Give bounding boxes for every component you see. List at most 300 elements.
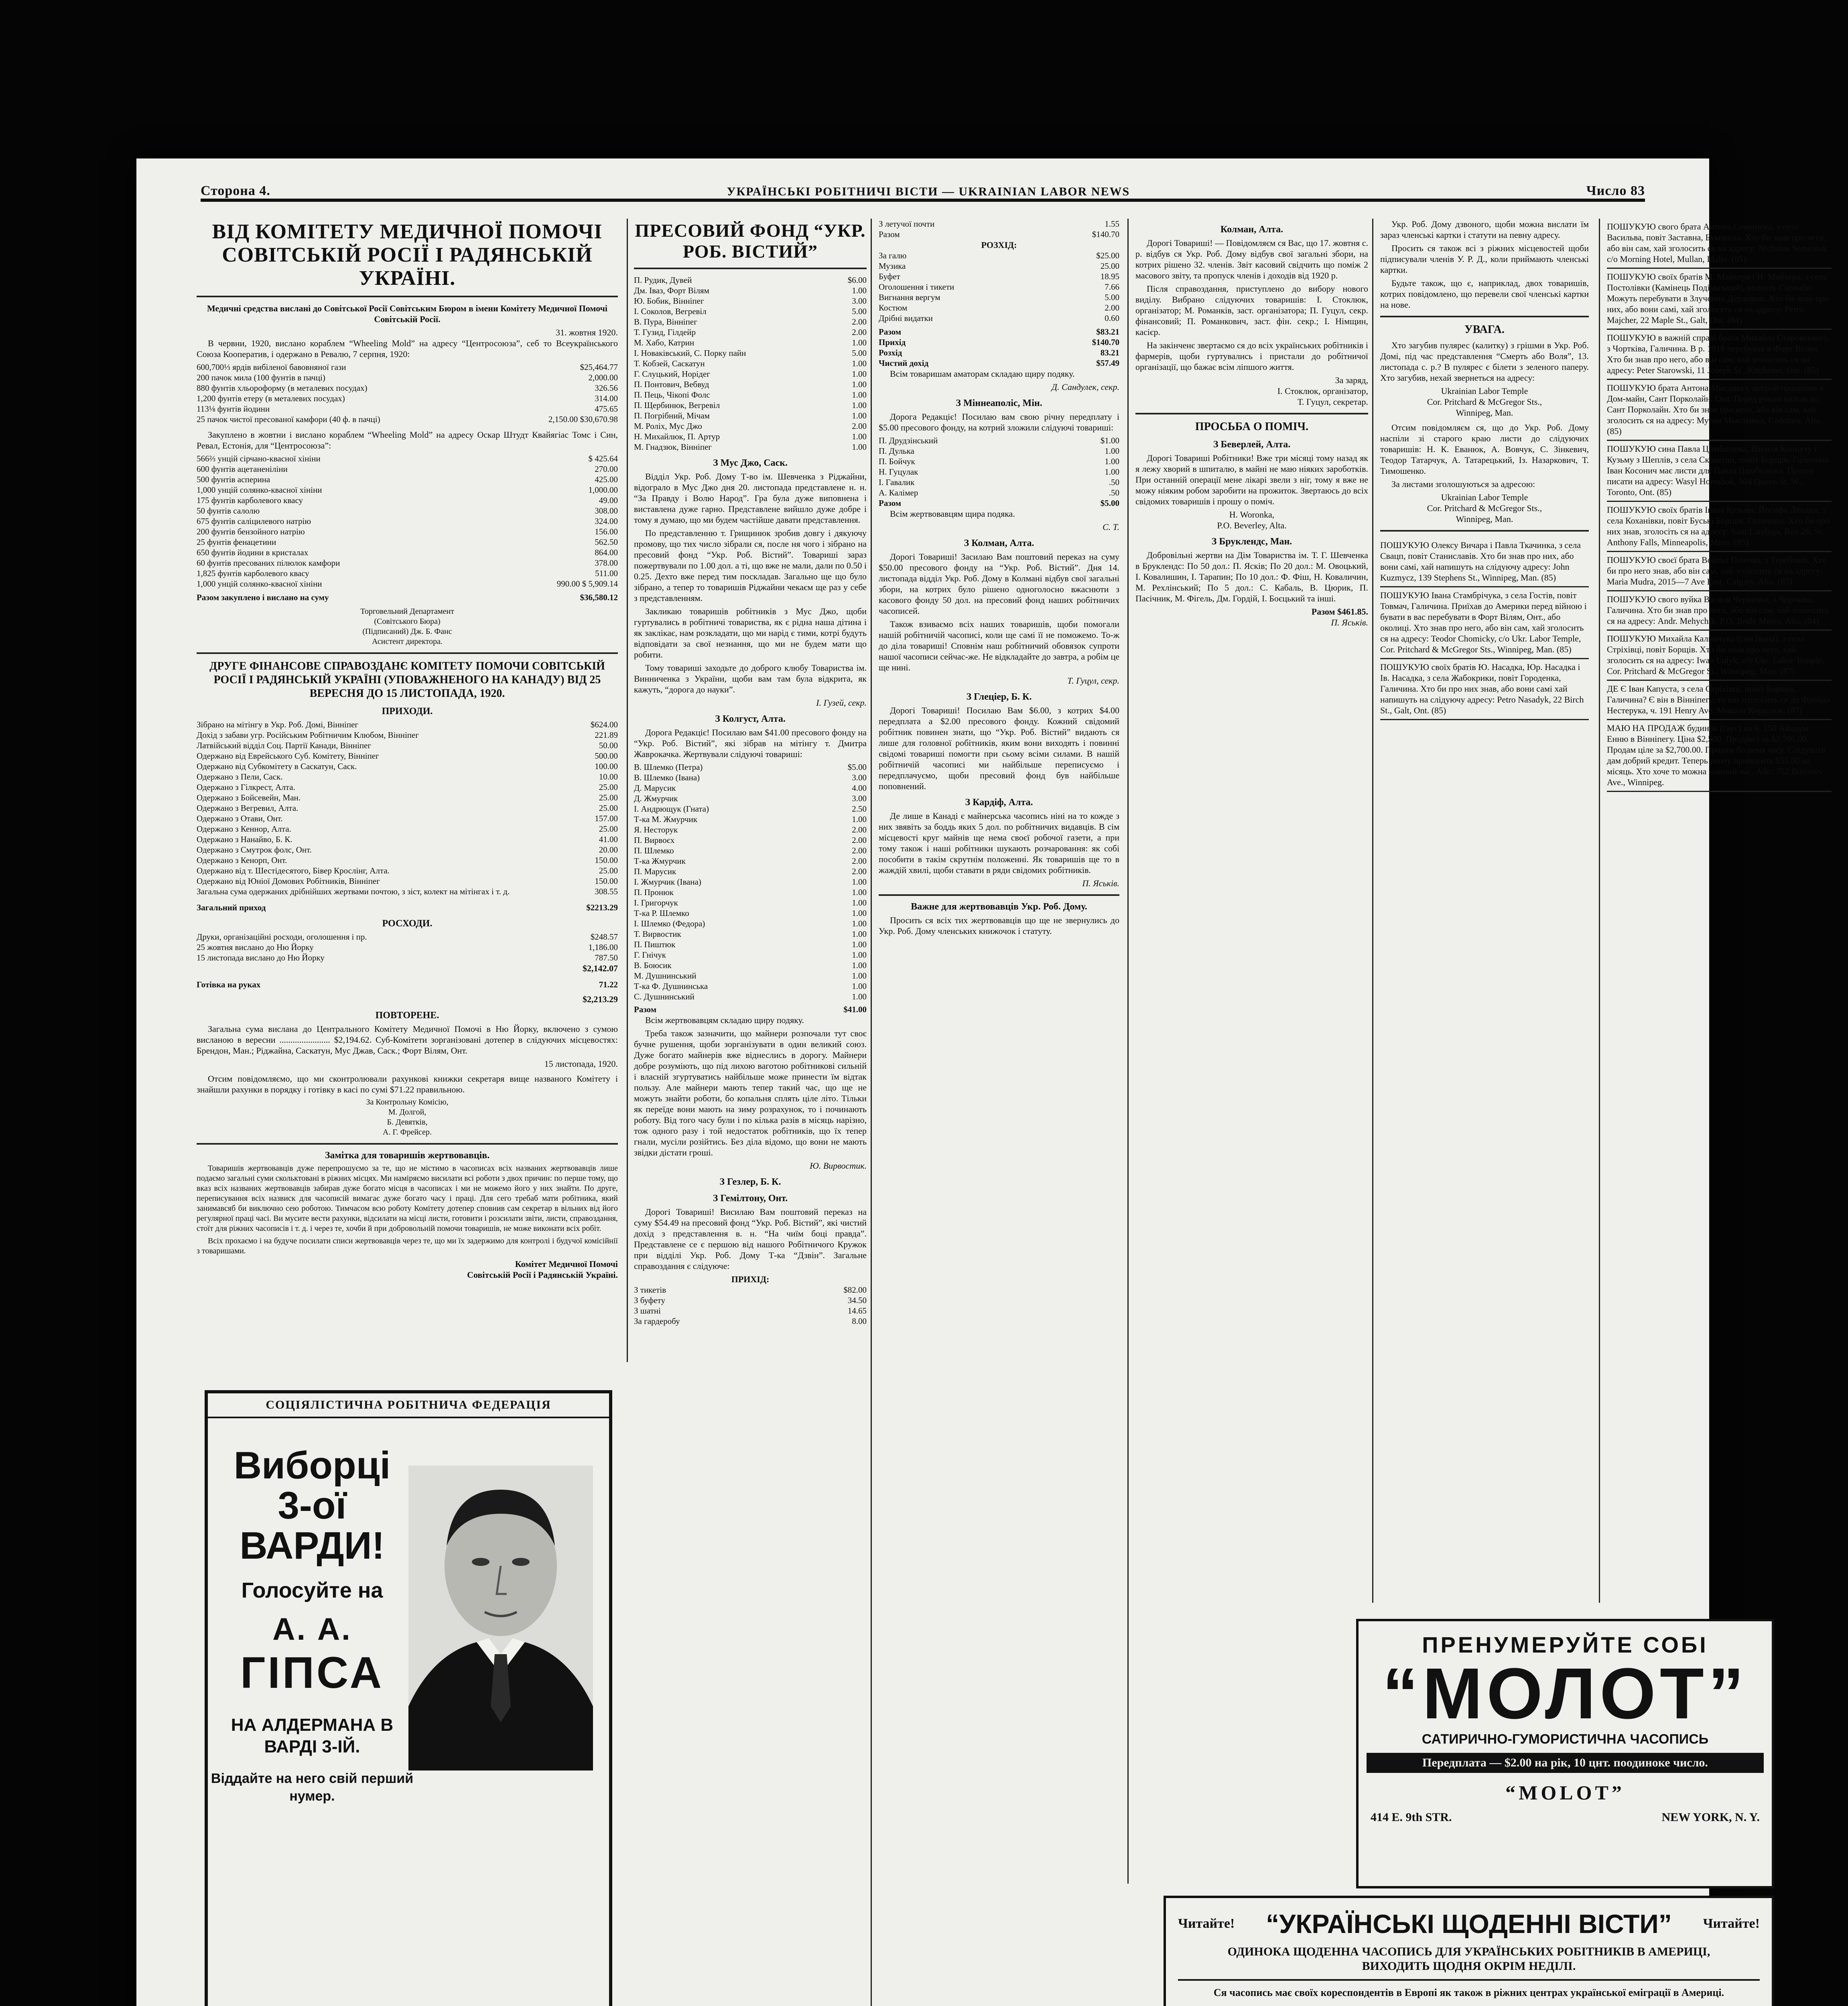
address-line: Cor. Pritchard & McGregor Sts., <box>1427 503 1542 513</box>
divider <box>197 652 618 654</box>
purchase-item-value: 990.00 $ 5,909.14 <box>556 579 618 589</box>
donor-row <box>634 379 867 390</box>
purchase-item-value: 270.00 <box>595 464 618 474</box>
repeat-head: ПОВТОРЕНЕ. <box>375 1010 439 1021</box>
col3-top-row-label: Разом <box>879 229 900 239</box>
c5-note3: Будьте також, що є, наприклад, двох товаришів, котрих повідомлено, що перевели свої членські картки на нове. <box>1380 278 1589 310</box>
hamilton-row-value: $82.00 <box>843 1285 867 1295</box>
purchase-item-label: 200 фунтів бензойного натрію <box>197 527 305 536</box>
coleman-row-value: 1.00 <box>852 877 867 887</box>
coleman-row-label: В. Боюсик <box>634 960 672 970</box>
minneapolis-row-label: А. Калімер <box>879 488 918 497</box>
auditor-line: За Контрольну Комісію, <box>366 1098 449 1107</box>
coleman-total-label: Разом <box>634 1005 657 1014</box>
minneapolis-total <box>879 498 1119 508</box>
coleman-row <box>634 950 867 960</box>
coleman-row-label: П. Пиштюк <box>634 940 676 949</box>
important-text: Просить ся всіх тих жертвовавців що ще не звернулись до Укр. Роб. Дому членських книжочок і статуту. <box>879 915 1119 936</box>
col3-expense-row-label: Музика <box>879 261 906 271</box>
expense-row-value: $248.57 <box>590 932 618 942</box>
income-row <box>197 772 618 782</box>
donor-row-value: 1.00 <box>852 400 867 410</box>
donor-row-label: Т. Гузид, Гілдейр <box>634 327 696 337</box>
income-row-value: 500.00 <box>595 751 618 761</box>
col3-expense-row-value: 5.00 <box>1105 292 1119 302</box>
committee-intro: Медичні средства вислані до Совітської Росії Совітським Бюром в імени Комітету Медичної Помочі Совітській Росії. <box>207 303 608 324</box>
coleman-row-value: 1.00 <box>852 908 867 918</box>
issue-number: Число 83 <box>1586 183 1645 198</box>
column-committee <box>197 219 618 1280</box>
molot-ad <box>1356 1619 1774 1888</box>
election-line2: 3-ої ВАРДИ! <box>240 1484 385 1567</box>
expense-total: $2,142.07 <box>583 963 618 973</box>
coleman-row-label: Т-ка Ф. Душнинська <box>634 981 708 991</box>
beverley-head: З Беверлей, Алта. <box>1213 439 1291 450</box>
search-notice: ПОШУКУЮ своїх братів М. Майхера і Н. Майхера, з села Постолівки (Камінець Подільський), волость Сарнаби. Можуть перебувати в Злучених Державах. Хто би знав про них, або вони самі, хай зголосять ся на адресу: Petro Majcher, 22 Maple St., Galt, Ont. (84) <box>1607 269 1832 330</box>
col3-expense-row-value: 18.95 <box>1100 272 1119 281</box>
column-rule <box>871 219 872 2006</box>
minneapolis-sign: С. Т. <box>1102 522 1119 532</box>
address-line: Ukrainian Labor Temple <box>1441 386 1528 396</box>
income-row-label: Одержано з Пели, Саск. <box>197 772 283 782</box>
c4-text-more2: На закінченє звертаємо ся до всіх українських робітників і фармерів, щоби гуртувались і пристали до робітничої організації, що бажає всім ліпшого життя. <box>1135 340 1368 372</box>
donor-row-value: 1.00 <box>852 369 867 379</box>
purchase-item <box>197 474 618 485</box>
hamilton-row <box>634 1285 867 1295</box>
col3-summary-row-value: 83.21 <box>1100 348 1119 357</box>
items1-list <box>197 362 618 424</box>
donor-row-label: Ю. Бобик, Вінніпег <box>634 296 704 306</box>
col3-summary-row-label: Чистий дохід <box>879 358 929 368</box>
donor-row-label: Г. Слуцький, Норідег <box>634 369 710 379</box>
press-fund-headline: ПРЕСОВИЙ ФОНД “УКР. РОБ. ВІСТИЙ” <box>635 220 866 262</box>
election-line1: Виборці <box>234 1444 391 1487</box>
coleman-row <box>634 783 867 793</box>
minneapolis-row-value: .50 <box>1109 488 1119 497</box>
shipment-item-value: 475.65 <box>595 404 618 414</box>
col3-top-row-value: $140.70 <box>1092 229 1119 239</box>
donor-row <box>634 369 867 379</box>
divider <box>1380 530 1589 532</box>
search-notice: ПОШУКУЮ Олексу Вичара і Павла Ткачинка, з села Свацп, повіт Станиславів. Хто би знав про них, або вони самі, хай напишуть на слідуючу адресу: John Kuzmycz, 139 Stephens St., Winnipeg, Man. (85) <box>1380 537 1589 587</box>
purchase-item <box>197 495 618 506</box>
candidate-portrait <box>408 1466 593 1770</box>
minneapolis-row-value: 1.00 <box>1105 467 1119 477</box>
income-row-label: Одержано з Бойсевейн, Ман. <box>197 793 301 802</box>
col3-top-row <box>879 229 1119 240</box>
purchase-item <box>197 506 618 516</box>
coleman-row-label: Т-ка Р. Шлемко <box>634 908 689 918</box>
signoff-line: Торговельний Департамент <box>360 607 454 616</box>
donor-row-label: М. Роліх, Мус Джо <box>634 421 702 431</box>
donor-row-label: І. Соколов, Вегревіл <box>634 307 707 316</box>
coleman-row-label: П. Шлемко <box>634 846 674 855</box>
expense-row-value: 787.50 <box>595 953 618 962</box>
donor-row <box>634 327 867 337</box>
coleman-row <box>634 991 867 1002</box>
coleman-row <box>634 908 867 918</box>
report-title: ДРУГЕ ФІНАНСОВЕ СПРАВОЗДАНЄ КОМІТЕТУ ПОМОЧИ СОВІТСЬКІЙ РОСІЇ І РАДЯНСЬКІЙ УКРАЇНІ (УПОВАЖНЕНОГО НА КАНАДУ) ВІД 25 ВЕРЕСНЯ ДО 15 ЛИСТОПАДА, 1920. <box>209 660 605 700</box>
col3-summary-row-label: Розхід <box>879 348 902 357</box>
coleman-row <box>634 866 867 877</box>
coleman-row <box>634 824 867 835</box>
donor-row <box>634 358 867 369</box>
minneapolis-total-value: $5.00 <box>1100 498 1119 508</box>
purchase-item <box>197 516 618 526</box>
donor-row <box>634 348 867 358</box>
candidate-name: ГІПСА <box>240 1648 384 1697</box>
address-line: Ukrainian Labor Temple <box>1441 492 1528 502</box>
hamilton-row <box>634 1316 867 1326</box>
income-row-value: $624.00 <box>590 720 618 729</box>
divider <box>634 268 867 269</box>
coleman-row <box>634 762 867 772</box>
donor-sign-line: Комітет Медичної Помочі <box>515 1259 618 1269</box>
coleman-row-value: 2.00 <box>852 846 867 855</box>
beverley-sign-line: Н. Woronka, <box>1229 510 1275 520</box>
purchase-item-value: 562.50 <box>595 537 618 547</box>
minneapolis-row-value: $1.00 <box>1100 436 1119 445</box>
income-row-label: Зібрано на мітінгу в Укр. Роб. Домі, Вінніпег <box>197 720 358 729</box>
shipment-item-value: $25,464.77 <box>580 362 618 372</box>
minneapolis-total-label: Разом <box>879 498 902 508</box>
col3-expense-list <box>879 250 1119 323</box>
purchase-item-value: 49.00 <box>599 495 618 505</box>
column-press-fund <box>634 219 867 1326</box>
hamilton-row <box>634 1295 867 1306</box>
donor-row <box>634 317 867 327</box>
coleman-row-value: 1.00 <box>852 898 867 908</box>
donor-row-value: 1.00 <box>852 411 867 420</box>
molot-addr-left: 414 E. 9th STR. <box>1371 1811 1452 1824</box>
expense-row-value: 1,186.00 <box>588 942 618 952</box>
brooklands-text: Добровільні жертви на Дім Товариства ім. Т. Г. Шевченка в Бруклендс: По 50 дол.: П. Ясків; По 20 дол.: М. Овоцький, І. Ковалишин, І. Тарапин; По 10 дол.: Ф. Фіш, Н. Коваличин, М. Рехлінський; По 5 дол.: С. Кабаль, В. Цюрик, П. Пасічник, М. Фігель, Дм. Гордій, І. Боєцький та інші. <box>1135 550 1368 603</box>
coleman-row <box>634 929 867 939</box>
coleman-list <box>634 762 867 1002</box>
income-row <box>197 865 618 876</box>
column-rule <box>1599 219 1600 1603</box>
col3-summary-row <box>879 337 1119 347</box>
income-row <box>197 719 618 730</box>
coleman-row-value: $5.00 <box>847 762 867 772</box>
purchase-item-label: 175 фунтів карболевого квасу <box>197 495 303 505</box>
donor-sign <box>197 1259 618 1280</box>
divider <box>879 894 1119 896</box>
letters-more: За листами зголошуються за адресою: <box>1391 479 1535 489</box>
coleman-intro: Дорога Редакціє! Посилаю вам $41.00 пресового фонду на “Укр. Роб. Вістий”, які зібрав на мітінгу т. Дмитра Жаврокачка. Жертвували слідуючі товариші: <box>634 727 867 759</box>
column-rule <box>1372 219 1373 1603</box>
donor-row-label: В. Пура, Вінніпег <box>634 317 697 327</box>
income-row-label: Одержано з Гілкрест, Алта. <box>197 782 295 792</box>
income-row-label: Одержано від т. Шестідесятого, Бівер Крослінг, Алта. <box>197 866 390 875</box>
col3-expense-row <box>879 261 1119 271</box>
income-row-label: Одержано з Смутрок фолс, Онт. <box>197 845 312 855</box>
income-row-value: 41.00 <box>599 834 618 844</box>
purchase-item-label: 60 фунтів пресованих пілюлок камфори <box>197 558 340 568</box>
coleman-row-value: 2.00 <box>852 867 867 876</box>
search-notice: ПОШУКУЮ сина Павла Цимбалюка, Василя Концуту і Кузьму з Шеплів, з села Сковятин, повіт Борщів, Галичина. Іван Косонич має листи для Павла Цимбалюка. Прошу писати на адресу: Wasyl Horoshok, 504 Queen St. W., Toronto, Ont. (85) <box>1607 441 1832 502</box>
search-notice: ПОШУКУЮ своїх братів Івана Кузьми, Йосифа Ляндки, з села Коханівки, повіт Буські Борщів, Галичина. Хто би про них знав, зголосіть ся на адресу: Sam Landyga, Box 26, St. Anthony Falls, Minneapolis, Minn. (85) <box>1607 502 1832 552</box>
donor-row-label: П. Понтович, Вебвуд <box>634 380 709 389</box>
hamilton-row-label: З шатні <box>634 1306 661 1316</box>
col3-expense-row <box>879 313 1119 323</box>
coleman-row-value: 3.00 <box>852 794 867 803</box>
search-notice: МАЮ НА ПРОДАЖ будинок (гаус) на ч. 150 Айвдум Енню в Вінніпегу. Ціна $2,500. Продам і за $2,700.00. Продам ціле за $2,700.00. Продам бо нема часу. Слідувати дам добрий кредит. Теперь ренту приносить $55.00 на місяць. Хто хоче то можна кожний час. Adr.: 752 Burrows Ave., Winnipeg. <box>1607 720 1832 792</box>
coleman-row-label: М. Душнинський <box>634 971 697 981</box>
minneapolis-row-label: П. Друдзінський <box>879 436 938 445</box>
donor-row <box>634 296 867 306</box>
expense-list <box>197 932 618 963</box>
molot-top: ПРЕНУМЕРУЙТЕ СОБІ <box>1422 1632 1708 1657</box>
col3-top-row <box>879 219 1119 229</box>
candidate-initials: А. А. <box>272 1611 352 1647</box>
auditors <box>197 1097 618 1137</box>
purchase-item-label: 600 фунтів ацетаненіліни <box>197 464 288 474</box>
income-row-value: 10.00 <box>599 772 618 782</box>
donor-sign-line: Совітській Росії і Радянській Україні. <box>467 1270 618 1280</box>
c4-colman-head: Колман, Алта. <box>1220 224 1283 235</box>
donor-row <box>634 400 867 410</box>
col3-summary-row-label: Прихід <box>879 337 906 347</box>
col3-top-row-label: З летучої почти <box>879 219 935 229</box>
income-row-value: 25.00 <box>599 793 618 802</box>
coleman-row-label: П. Марусик <box>634 867 676 876</box>
coleman-row-value: 1.00 <box>852 887 867 897</box>
donor-row-label: М. Гнадзюк, Вінніпег <box>634 442 712 452</box>
coleman-row-label: Я. Несторук <box>634 825 678 834</box>
coleman-row-value: 1.00 <box>852 992 867 1001</box>
income-row-value: 25.00 <box>599 824 618 834</box>
expense-row <box>197 932 618 942</box>
daily-title: “УКРАЇНСЬКІ ЩОДЕННІ ВІСТИ” <box>1266 1909 1672 1939</box>
shipment-item <box>197 404 618 414</box>
donor-row-value: 1.00 <box>852 380 867 389</box>
income-row-value: 25.00 <box>599 782 618 792</box>
moose-jaw-head: З Мус Джо, Саск. <box>713 458 788 468</box>
column-six <box>1607 219 1832 792</box>
income-row <box>197 782 618 792</box>
income-row-label: Одержано з Вегревил, Алта. <box>197 803 299 813</box>
col3-thanks: Всім товаришам аматорам складаю щиру подяку. <box>890 369 1075 379</box>
donor-row-label: П. Пець, Чікопі Фолс <box>634 390 710 400</box>
col3-summary-row-label: Разом <box>879 327 902 337</box>
shipment-item-value: 326.56 <box>595 383 618 393</box>
donor-row-label: Н. Михайлюк, П. Артур <box>634 432 720 441</box>
coleman-row-value: 1.00 <box>852 940 867 949</box>
c4-colman-sign <box>1135 375 1368 407</box>
income-row <box>197 886 618 897</box>
col3-expense-row-value: 2.00 <box>1105 303 1119 313</box>
coleman-row-label: І. Шлемко (Федора) <box>634 919 705 928</box>
help-title: ПРОСЬБА О ПОМІЧ. <box>1195 420 1309 433</box>
purchase-item-label: 650 фунтів йодини в кристалах <box>197 548 309 557</box>
address-line: Winnipeg, Man. <box>1456 514 1513 524</box>
purchase-item <box>197 558 618 568</box>
income-row <box>197 761 618 772</box>
income-row-value: 25.00 <box>599 866 618 875</box>
cash-value: 71.22 <box>599 980 618 989</box>
donor-row-value: 1.00 <box>852 338 867 347</box>
col3-expense-row-label: Костюм <box>879 303 908 313</box>
col3-summary-row-value: $140.70 <box>1092 337 1119 347</box>
auditor-line: М. Долгой, <box>388 1108 426 1117</box>
donor-row-value: 2.00 <box>852 317 867 327</box>
shipment-item-value: 2,150.00 $30,670.98 <box>548 414 618 424</box>
income-list <box>197 719 618 897</box>
shipment-item-label: 1,200 фунтів етеру (в металевих посудах) <box>197 394 345 403</box>
coleman-row-value: 3.00 <box>852 773 867 782</box>
donor-row-value: 3.00 <box>852 296 867 306</box>
col3-expense-head: РОЗХІД: <box>981 240 1017 250</box>
coleman-row-value: 1.00 <box>852 814 867 824</box>
shipment-item-label: 25 пачок чистої пресованої камфори (40 ф. в пачці) <box>197 414 380 424</box>
donor-row <box>634 275 867 285</box>
hamilton-row-label: За гардеробу <box>634 1316 680 1326</box>
purchase-item-label: 1,825 фунтів карболевого квасу <box>197 569 309 578</box>
federation-banner: СОЦІЯЛІСТИЧНА РОБІТНИЧА ФЕДЕРАЦІЯ <box>208 1393 609 1418</box>
address-line: Cor. Pritchard & McGregor Sts., <box>1427 397 1542 407</box>
donor-row-value: $6.00 <box>847 275 867 285</box>
coleman-row <box>634 856 867 866</box>
donor-row-value: 1.00 <box>852 286 867 295</box>
coleman-row-label: Д. Жмурчик <box>634 794 678 803</box>
coleman-row-value: 2.00 <box>852 856 867 866</box>
items2-list <box>197 453 618 589</box>
income-row-value: 308.55 <box>595 887 618 896</box>
minneapolis-row-value: 1.00 <box>1105 457 1119 466</box>
purchase-item-value: 378.00 <box>595 558 618 568</box>
hamilton-row <box>634 1306 867 1316</box>
glacier-text: Дорогі Товариші! Посилаю Вам $6.00, з котрих $4.00 передплата а $2.00 пресового фонду. Кожний свідомий робітник повинен знати, що “Укр. Роб. Вістий” видають ся лише для головної робітників, яким вони виходять і повинні свідомі товариші помогти при сьому всіми силами. В нашій робітничій часописі ми найбільше переписуємо і передплачуємо, щоби пресовий фонд був найбільше поповнений. <box>879 705 1119 791</box>
col3-expense-row-label: Дрібні видатки <box>879 313 933 323</box>
col3-expense-row-value: 7.66 <box>1105 282 1119 292</box>
donor-row-value: 1.00 <box>852 432 867 441</box>
donor-row-value: 1.00 <box>852 390 867 400</box>
coleman-row-value: 1.00 <box>852 919 867 928</box>
col3-top-row-value: 1.55 <box>1105 219 1119 229</box>
income-row <box>197 803 618 813</box>
page-label: Сторона 4. <box>201 183 270 198</box>
coleman-row <box>634 897 867 908</box>
donor-row-label: Т. Кобзей, Саскатун <box>634 359 705 368</box>
income-row-value: 25.00 <box>599 803 618 813</box>
coleman-row <box>634 804 867 814</box>
signoff-line: (Підписаний) Дж. Б. Фанс <box>362 627 452 636</box>
colman-text: Дорогі Товариші! Засилаю Вам поштовий переказ на суму $50.00 пресового фонду на “Укр. Роб. Вістий”. Дня 14. листопада відділ Укр. Роб. Дому в Колмані відбув свої загальні збори, на котрих було рішено одноголосно вжаснюти з касового фонду 50 дол. на пресовий фонд наших робітничих часописей. <box>879 552 1119 616</box>
glacier-head: З Глеціер, Б. К. <box>966 692 1032 702</box>
gesler-head: З Гезлер, Б. К. <box>719 1177 781 1187</box>
expense-row-label: 25 жовтня вислано до Ню Йорку <box>197 942 314 952</box>
income-row-label: Латвійський відділ Соц. Партії Канади, Вінніпег <box>197 741 372 750</box>
molot-sub: САТИРИЧНО-ГУМОРИСТИЧНА ЧАСОПИСЬ <box>1422 1732 1709 1747</box>
col3-expense-row-label: Оголошення і тикети <box>879 282 954 292</box>
minneapolis-row-value: .50 <box>1109 477 1119 487</box>
minneapolis-row-value: 1.00 <box>1105 446 1119 456</box>
cardiff-text: Де лише в Канаді є майнерська часопись ніні на то кожде з них звявіть за боддь яких 5 дол. по робітничих видавців. В сім місцевості круг майнів ще нема своєї робочої газети, а при тому також і наші робітники шукають розчаровання: як собі пособити в такім скрутнім положенні. Як товаришів ще то в жаждій хвилі, щоби ставати в ряди свідомих робітників. <box>879 811 1119 875</box>
income-row <box>197 876 618 886</box>
donor-row <box>634 306 867 317</box>
shipment-item <box>197 414 618 424</box>
donor-note-title: Замітка для товаришів жертвовавців. <box>325 1150 490 1161</box>
col3-expense-row-value: $25.00 <box>1096 251 1119 260</box>
minneapolis-text: Дорога Редакціє! Посилаю вам свою річну передплату і $5.00 пресового фонду, на котрий зложили слідуючі товариші: <box>879 412 1119 432</box>
income-row-value: 221.89 <box>595 730 618 740</box>
income-row-value: 150.00 <box>595 855 618 865</box>
molot-price: Передплата — $2.00 на рік, 10 цнт. поодиноке число. <box>1367 1753 1764 1773</box>
income-row-value: 100.00 <box>595 761 618 771</box>
donors-list <box>634 275 867 452</box>
column-rule <box>627 219 628 1362</box>
purchase-item <box>197 526 618 537</box>
income-row-value: 157.00 <box>595 814 618 823</box>
attention-title: УВАГА. <box>1464 323 1505 336</box>
coleman-row-label: І. Андрющук (Гната) <box>634 804 709 814</box>
col3-expense-row-value: 0.60 <box>1105 313 1119 323</box>
search-notice: ПОШУКУЮ свого брата Антона Семенюка, з села Васильва, повіт Заставна, Буковина. Хто би знав про него, або він сам, хай зголосить ся на адресу: Nicholas Semeniuk c/o Morning Hotel, Mullan, Idaho. (85) <box>1607 219 1832 269</box>
committee-para2: Закуплено в жовтни і вислано кораблем “Wheeling Mold” на адресу Оскар Штудт Квайягіас Томс і Син, Ревал, Естонія, для “Центросоюза”: <box>197 430 618 451</box>
donor-row-label: Дм. Іваз, Форт Вілям <box>634 286 709 295</box>
col3-summary-row-value: $57.49 <box>1096 358 1119 368</box>
col3-expense-row-value: 25.00 <box>1100 261 1119 271</box>
coleman-row <box>634 971 867 981</box>
donor-row-label: П. Рудик, Дувей <box>634 275 692 285</box>
income-row-label: Одержано з Отави, Онт. <box>197 814 283 823</box>
donor-row <box>634 410 867 421</box>
election-line4: НА АЛДЕРМАНА В ВАРДІ 3-ІЙ. <box>231 1715 394 1756</box>
donor-row-value: 2.00 <box>852 421 867 431</box>
col3-summary-row <box>879 358 1119 368</box>
donor-row <box>634 285 867 296</box>
important-head: Важне для жертвовавців Укр. Роб. Дому. <box>911 901 1087 912</box>
purchase-item-value: 308.00 <box>595 506 618 516</box>
purchase-item-label: 566⅔ унцій сірчано-квасної хініни <box>197 454 321 463</box>
coleman-row-value: 2.50 <box>852 804 867 814</box>
purchase-item-value: 864.00 <box>595 548 618 557</box>
purchase-item-value: 1,000.00 <box>588 485 618 495</box>
hamilton-income-head: ПРИХІД: <box>731 1274 770 1284</box>
newspaper-title: УКРАЇНСЬКІ РОБІТНИЧІ ВІСТИ — UKRAINIAN LABOR NEWS <box>727 185 1130 198</box>
coleman-row-label: Д. Марусик <box>634 783 676 793</box>
signoff <box>197 607 618 647</box>
search-notices-col5 <box>1380 537 1589 720</box>
attention-address <box>1380 386 1589 418</box>
col3-expense-row-label: Буфет <box>879 272 900 281</box>
colman-head: З Колман, Алта. <box>964 538 1034 548</box>
donor-row-label: П. Щербинюк, Вегревіл <box>634 400 720 410</box>
coleman-row <box>634 772 867 783</box>
search-notices <box>1607 219 1832 792</box>
coleman-row-value: 1.00 <box>852 950 867 960</box>
coleman-row-label: Г. Гнічук <box>634 950 666 960</box>
total-line <box>197 592 618 603</box>
income-row <box>197 813 618 824</box>
donor-row-label: І. Новаківський, С. Порку пайн <box>634 348 746 358</box>
audit-text: Отсим повідомляємо, що ми сконтролювали рахункові книжки секретаря вище названого Комітету і знайшли рахунки в порядку і готівку в касі по сумі $71.22 правильною. <box>197 1074 618 1094</box>
shipment-item-label: 200 пачок мила (100 фунтів в пачці) <box>197 373 325 382</box>
income-row <box>197 845 618 855</box>
molot-latin: “MOLOT” <box>1505 1781 1625 1804</box>
coleman-row <box>634 960 867 971</box>
income-row-label: Одержано від Еврейського Суб. Комітету, Вінніпег <box>197 751 379 761</box>
purchase-item <box>197 579 618 589</box>
donor-row-value: 2.00 <box>852 327 867 337</box>
cash-line <box>197 979 618 990</box>
auditor-line: Б. Девятків, <box>387 1118 428 1127</box>
committee-headline: ВІД КОМІТЕТУ МЕДИЧНОЇ ПОМОЧІ СОВІТСЬКІЙ РОСІЇ І РАДЯНСЬКІЙ УКРАЇНІ. <box>212 220 603 290</box>
donor-note: Товаришів жертвовавців дуже перепрошуємо за те, що не містимо в часописах всіх названих жертвовавців лише подаємо загальні суми скольктовані в ріжних місцях. Ми наміряємо висилати всі роботи з двох причин: по перше тому, що вказ всіх названих жертвовавців забирав дуже богато місця в часописах і ми не можемо його у них знайти. По друге, переписування всіх назвиск для часописій вимагає дуже богато часу і праці. Для сего требаб мати робітника, який занимавсяб би виключно сею роботою. Тимчасом всю роботу Комітету дотепер сповнив сам секретар в вільних від його регулярної праці часі. Ви мусите вести рахунки, відсилати на місці листи, готовити і розсилати звіти, листи, справоздання, стоїт для ріжних часописів і т. д. і через те, хочби й при добровольній помочи товаришів, не може виконати всіх робіт. <box>197 1164 618 1233</box>
molot-title: “МОЛОТ” <box>1382 1653 1748 1734</box>
col3-top-rows <box>879 219 1119 240</box>
